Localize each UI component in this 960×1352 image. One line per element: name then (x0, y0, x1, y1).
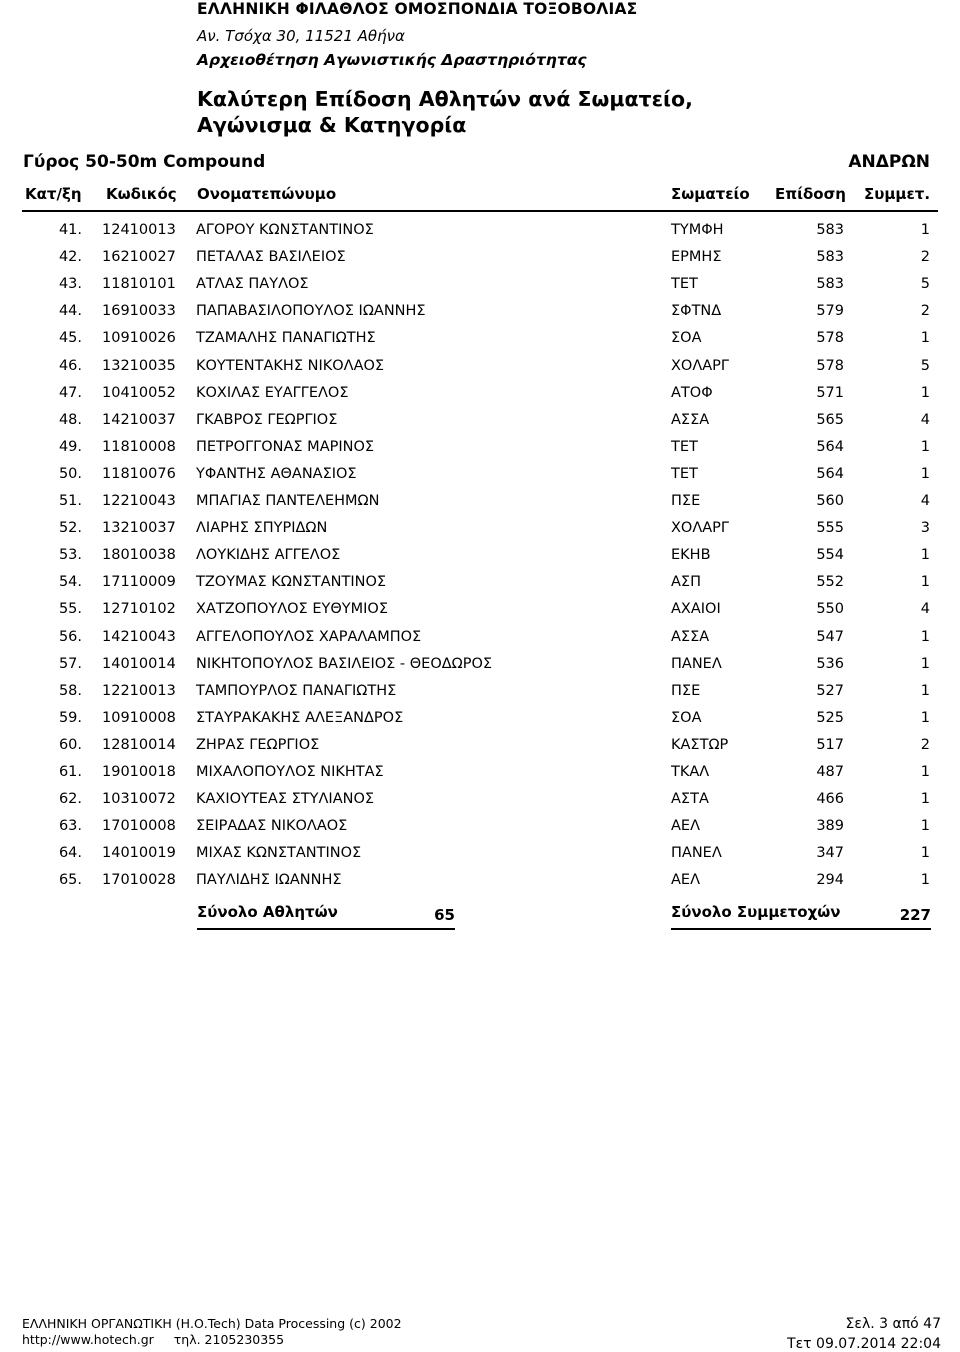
cell-name: ΠΕΤΑΛΑΣ ΒΑΣΙΛΕΙΟΣ (196, 249, 346, 266)
cell-score: 517 (816, 736, 844, 753)
cell-rank: 55. (58, 601, 82, 618)
cell-score: 583 (816, 276, 844, 293)
table-row (0, 298, 960, 325)
column-header-rank: Κατ/ξη (25, 185, 82, 203)
cell-name: ΛΟΥΚΙΔΗΣ ΑΓΓΕΛΟΣ (196, 547, 341, 564)
cell-name: ΤΑΜΠΟΥΡΛΟΣ ΠΑΝΑΓΙΩΤΗΣ (196, 682, 397, 699)
cell-name: ΚΑΧΙΟΥΤΕΑΣ ΣΤΥΛΙΑΝΟΣ (196, 791, 375, 808)
cell-count: 1 (920, 384, 930, 401)
cell-club: ΣΦΤΝΔ (671, 303, 722, 320)
cell-code: 13210035 (102, 357, 176, 374)
column-header-count: Συμμετ. (864, 185, 931, 203)
cell-rank: 56. (58, 628, 82, 645)
cell-score: 555 (816, 520, 844, 537)
cell-name: ΤΖΑΜΑΛΗΣ ΠΑΝΑΓΙΩΤΗΣ (196, 330, 376, 347)
cell-score: 466 (816, 791, 844, 808)
cell-club: ΣΟΑ (671, 330, 702, 347)
cell-count: 1 (920, 438, 930, 455)
cell-rank: 61. (58, 764, 82, 780)
cell-rank: 51. (58, 493, 82, 509)
cell-name: ΜΙΧΑΛΟΠΟΥΛΟΣ ΝΙΚΗΤΑΣ (196, 764, 384, 780)
cell-score: 565 (816, 411, 844, 428)
cell-code: 18010038 (102, 547, 176, 564)
total-athletes-underline (197, 928, 455, 930)
cell-code: 11810076 (102, 465, 176, 482)
total-participations-label: Σύνολο Συμμετοχών (671, 903, 841, 921)
cell-name: ΛΙΑΡΗΣ ΣΠΥΡΙΔΩΝ (196, 520, 328, 537)
cell-count: 1 (920, 872, 930, 889)
cell-club: ΑΣΣΑ (671, 411, 710, 428)
cell-club: ΕΚΗΒ (671, 547, 711, 564)
cell-club: ΠΑΝΕΛ (671, 845, 722, 862)
table-row (0, 732, 960, 759)
cell-name: ΚΟΥΤΕΝΤΑΚΗΣ ΝΙΚΟΛΑΟΣ (196, 357, 385, 374)
cell-code: 17110009 (102, 574, 176, 591)
cell-score: 571 (816, 384, 844, 401)
cell-score: 487 (816, 764, 844, 780)
cell-code: 10910008 (102, 709, 176, 726)
cell-score: 294 (816, 872, 844, 889)
cell-count: 2 (920, 736, 930, 753)
cell-name: ΠΑΠΑΒΑΣΙΛΟΠΟΥΛΟΣ ΙΩΑΝΝΗΣ (196, 303, 426, 320)
cell-club: ΠΣΕ (671, 493, 701, 509)
cell-code: 17010028 (102, 872, 176, 889)
cell-rank: 53. (58, 547, 82, 564)
footer-contact (22, 1332, 284, 1347)
cell-rank: 64. (58, 845, 82, 862)
table-row (0, 705, 960, 732)
cell-rank: 52. (58, 520, 82, 537)
table-row (0, 353, 960, 380)
cell-code: 11810101 (102, 276, 176, 293)
cell-score: 527 (816, 682, 844, 699)
cell-count: 5 (920, 357, 930, 374)
cell-rank: 41. (58, 222, 82, 238)
cell-club: ΠΑΝΕΛ (671, 655, 722, 672)
table-row (0, 461, 960, 488)
cell-club: ΠΣΕ (671, 682, 701, 699)
cell-name: ΠΕΤΡΟΓΓΟΝΑΣ ΜΑΡΙΝΟΣ (196, 438, 375, 455)
cell-club: ΑΤΟΦ (671, 384, 713, 401)
cell-name: ΥΦΑΝΤΗΣ ΑΘΑΝΑΣΙΟΣ (196, 465, 357, 482)
cell-name: ΖΗΡΑΣ ΓΕΩΡΓΙΟΣ (196, 736, 320, 753)
report-title (197, 86, 693, 138)
cell-score: 547 (816, 628, 844, 645)
column-header-club: Σωματείο (671, 185, 750, 203)
cell-count: 1 (920, 682, 930, 699)
table-row (0, 434, 960, 461)
cell-rank: 63. (58, 818, 82, 835)
organization-title: ΕΛΛΗΝΙΚΗ ΦΙΛΑΘΛΟΣ ΟΜΟΣΠΟΝΔΙΑ ΤΟΞΟΒΟΛΙΑΣ (197, 0, 638, 18)
cell-club: ΤΕΤ (671, 276, 698, 293)
cell-club: ΤΕΤ (671, 465, 698, 482)
round-name: Γύρος 50-50m Compound (23, 152, 266, 172)
cell-count: 1 (920, 655, 930, 672)
cell-count: 1 (920, 709, 930, 726)
cell-score: 578 (816, 357, 844, 374)
cell-count: 1 (920, 222, 930, 238)
cell-code: 14010019 (102, 845, 176, 862)
cell-count: 4 (920, 493, 930, 509)
table-row (0, 786, 960, 813)
cell-count: 3 (920, 520, 930, 537)
cell-rank: 50. (58, 465, 82, 482)
cell-rank: 57. (58, 655, 82, 672)
cell-name: ΜΠΑΓΙΑΣ ΠΑΝΤΕΛΕΗΜΩΝ (196, 493, 380, 509)
table-row (0, 380, 960, 407)
cell-rank: 60. (58, 736, 82, 753)
cell-code: 13210037 (102, 520, 176, 537)
cell-count: 1 (920, 818, 930, 835)
cell-rank: 42. (58, 249, 82, 266)
total-athletes-value: 65 (434, 906, 455, 924)
cell-score: 389 (816, 818, 844, 835)
cell-rank: 43. (58, 276, 82, 293)
table-row (0, 813, 960, 840)
cell-score: 525 (816, 709, 844, 726)
cell-count: 1 (920, 574, 930, 591)
archive-subtitle: Αρχειοθέτηση Αγωνιστικής Δραστηριότητας (197, 51, 587, 69)
cell-rank: 47. (58, 384, 82, 401)
cell-score: 552 (816, 574, 844, 591)
report-title-line2: Αγώνισμα & Κατηγορία (197, 113, 467, 137)
column-header-code: Κωδικός (106, 185, 177, 203)
cell-code: 10410052 (102, 384, 176, 401)
cell-code: 12210043 (102, 493, 176, 509)
table-row (0, 325, 960, 352)
cell-name: ΤΖΟΥΜΑΣ ΚΩΝΣΤΑΝΤΙΝΟΣ (196, 574, 387, 591)
cell-rank: 59. (58, 709, 82, 726)
table-row (0, 515, 960, 542)
table-row (0, 867, 960, 894)
table-row (0, 569, 960, 596)
total-participations-value: 227 (899, 906, 931, 924)
cell-count: 4 (920, 411, 930, 428)
cell-rank: 45. (58, 330, 82, 347)
cell-score: 564 (816, 465, 844, 482)
cell-club: ΣΟΑ (671, 709, 702, 726)
report-title-line1: Καλύτερη Επίδοση Αθλητών ανά Σωματείο, (197, 87, 693, 111)
cell-count: 1 (920, 628, 930, 645)
footer-date: Τετ 09.07.2014 22:04 (787, 1336, 941, 1352)
cell-count: 4 (920, 601, 930, 618)
footer-page-number: Σελ. 3 από 47 (845, 1316, 941, 1332)
cell-club: ΤΕΤ (671, 438, 698, 455)
gender-category: ΑΝΔΡΩΝ (848, 152, 930, 172)
table-row (0, 840, 960, 867)
cell-name: ΝΙΚΗΤΟΠΟΥΛΟΣ ΒΑΣΙΛΕΙΟΣ - ΘΕΟΔΩΡΟΣ (196, 655, 493, 672)
footer-company: ΕΛΛΗΝΙΚΗ ΟΡΓΑΝΩΤΙΚΗ (Η.Ο.Tech) Data Processing (c) 2002 (22, 1316, 402, 1331)
cell-code: 14210037 (102, 411, 176, 428)
cell-rank: 58. (58, 682, 82, 699)
cell-club: ΑΕΛ (671, 818, 700, 835)
table-row (0, 244, 960, 271)
cell-score: 583 (816, 222, 844, 238)
cell-code: 12210013 (102, 682, 176, 699)
cell-code: 12410013 (102, 222, 176, 238)
total-participations-underline (671, 928, 931, 930)
cell-name: ΜΙΧΑΣ ΚΩΝΣΤΑΝΤΙΝΟΣ (196, 845, 362, 862)
footer-website[interactable]: http://www.hotech.gr (22, 1332, 154, 1347)
cell-rank: 46. (58, 357, 82, 374)
cell-rank: 62. (58, 791, 82, 808)
table-row (0, 624, 960, 651)
table-row (0, 488, 960, 515)
table-row (0, 759, 960, 786)
cell-count: 2 (920, 249, 930, 266)
cell-rank: 48. (58, 411, 82, 428)
table-row (0, 678, 960, 705)
cell-club: ΧΟΛΑΡΓ (671, 520, 730, 537)
cell-name: ΠΑΥΛΙΔΗΣ ΙΩΑΝΝΗΣ (196, 872, 342, 889)
cell-score: 583 (816, 249, 844, 266)
table-row (0, 651, 960, 678)
cell-code: 14210043 (102, 628, 176, 645)
organization-address: Αν. Τσόχα 30, 11521 Αθήνα (197, 27, 405, 45)
cell-club: ΑΣΣΑ (671, 628, 710, 645)
cell-score: 554 (816, 547, 844, 564)
cell-name: ΚΟΧΙΛΑΣ ΕΥΑΓΓΕΛΟΣ (196, 384, 349, 401)
cell-score: 579 (816, 303, 844, 320)
cell-code: 11810008 (102, 438, 176, 455)
table-row (0, 407, 960, 434)
cell-score: 564 (816, 438, 844, 455)
cell-club: ΤΥΜΦΗ (671, 222, 724, 238)
cell-name: ΑΓΟΡΟΥ ΚΩΝΣΤΑΝΤΙΝΟΣ (196, 222, 374, 238)
cell-count: 1 (920, 547, 930, 564)
cell-code: 17010008 (102, 818, 176, 835)
footer-phone: τηλ. 2105230355 (173, 1332, 285, 1347)
cell-code: 10910026 (102, 330, 176, 347)
header-divider (22, 210, 938, 212)
cell-score: 347 (816, 845, 844, 862)
cell-club: ΑΕΛ (671, 872, 700, 889)
cell-name: ΑΤΛΑΣ ΠΑΥΛΟΣ (196, 276, 309, 293)
total-athletes-label: Σύνολο Αθλητών (197, 903, 338, 921)
cell-rank: 44. (58, 303, 82, 320)
table-row (0, 271, 960, 298)
cell-count: 1 (920, 791, 930, 808)
cell-name: ΣΤΑΥΡΑΚΑΚΗΣ ΑΛΕΞΑΝΔΡΟΣ (196, 709, 404, 726)
table-row (0, 217, 960, 244)
cell-club: ΤΚΑΛ (671, 764, 710, 780)
cell-code: 19010018 (102, 764, 176, 780)
cell-rank: 49. (58, 438, 82, 455)
cell-club: ΑΧΑΙΟΙ (671, 601, 721, 618)
table-row (0, 596, 960, 623)
cell-name: ΣΕΙΡΑΔΑΣ ΝΙΚΟΛΑΟΣ (196, 818, 348, 835)
column-header-score: Επίδοση (775, 185, 846, 203)
cell-score: 560 (816, 493, 844, 509)
cell-club: ΑΣΤΑ (671, 791, 709, 808)
cell-count: 5 (920, 276, 930, 293)
cell-score: 578 (816, 330, 844, 347)
cell-code: 12810014 (102, 736, 176, 753)
cell-name: ΑΓΓΕΛΟΠΟΥΛΟΣ ΧΑΡΑΛΑΜΠΟΣ (196, 628, 422, 645)
cell-count: 1 (920, 764, 930, 780)
cell-code: 16910033 (102, 303, 176, 320)
cell-club: ΚΑΣΤΩΡ (671, 736, 729, 753)
cell-code: 14010014 (102, 655, 176, 672)
cell-score: 536 (816, 655, 844, 672)
cell-count: 2 (920, 303, 930, 320)
cell-rank: 65. (58, 872, 82, 889)
cell-count: 1 (920, 330, 930, 347)
cell-club: ΕΡΜΗΣ (671, 249, 722, 266)
cell-score: 550 (816, 601, 844, 618)
cell-name: ΧΑΤΖΟΠΟΥΛΟΣ ΕΥΘΥΜΙΟΣ (196, 601, 388, 618)
cell-count: 1 (920, 845, 930, 862)
cell-code: 12710102 (102, 601, 176, 618)
cell-name: ΓΚΑΒΡΟΣ ΓΕΩΡΓΙΟΣ (196, 411, 338, 428)
cell-club: ΧΟΛΑΡΓ (671, 357, 730, 374)
cell-code: 10310072 (102, 791, 176, 808)
cell-code: 16210027 (102, 249, 176, 266)
table-row (0, 542, 960, 569)
column-header-name: Ονοματεπώνυμο (197, 185, 337, 203)
cell-count: 1 (920, 465, 930, 482)
cell-rank: 54. (58, 574, 82, 591)
cell-club: ΑΣΠ (671, 574, 701, 591)
